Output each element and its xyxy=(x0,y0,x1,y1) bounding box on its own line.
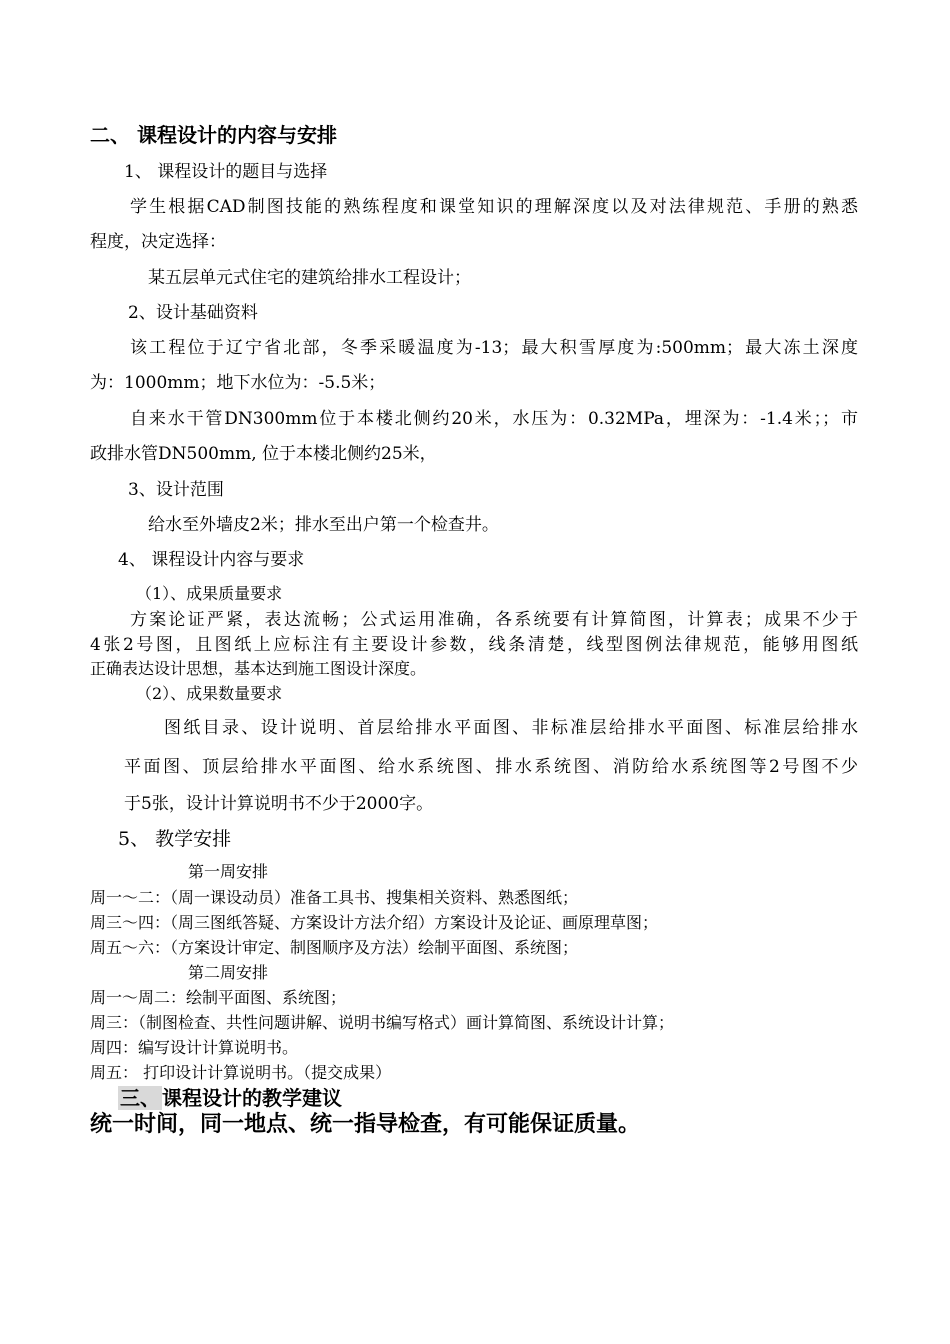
paragraph-line: 该工程位于辽宁省北部，冬季采暖温度为-13；最大积雪厚度为:500mm；最大冻土深度 xyxy=(130,338,858,358)
schedule-item: 周三：（制图检查、共性问题讲解、说明书编写格式）画计算简图、系统设计计算； xyxy=(90,1013,675,1032)
paragraph-line: 4张2号图，且图纸上应标注有主要设计参数，线条清楚，线型图例法律规范，能够用图纸 xyxy=(90,635,858,655)
paragraph-line: 政排水管DN500mm, 位于本楼北侧约25米， xyxy=(90,444,437,464)
schedule-item: 周五～六：（方案设计审定、制图顺序及方法）绘制平面图、系统图； xyxy=(90,938,579,957)
paragraph-line: 程度，决定选择： xyxy=(90,232,226,252)
paragraph-line: 于5张，设计计算说明书不少于2000字。 xyxy=(124,794,434,814)
subheading-2: 2、设计基础资料 xyxy=(128,303,258,323)
section2-heading: 二、 课程设计的内容与安排 xyxy=(90,123,337,147)
paragraph-line: 图纸目录、设计说明、首层给排水平面图、非标准层给排水平面图、标准层给排水 xyxy=(164,718,858,738)
paragraph-line: 自来水干管DN300mm位于本楼北侧约20米，水压为：0.32MPa，埋深为：-1.4米；；市 xyxy=(130,409,858,429)
schedule-item: 周四：编写设计计算说明书。 xyxy=(90,1038,299,1057)
schedule-item: 周五： 打印设计计算说明书。（提交成果） xyxy=(90,1063,392,1082)
section3-heading-text: 课程设计的教学建议 xyxy=(162,1086,342,1110)
section3-heading xyxy=(118,1085,342,1111)
subheading-5: 5、 教学安排 xyxy=(118,828,232,850)
paragraph-line: 平面图、顶层给排水平面图、给水系统图、排水系统图、消防给水系统图等2号图不少 xyxy=(124,757,858,777)
subheading-4-2: （2）、成果数量要求 xyxy=(136,684,283,703)
schedule-item: 周一～二：（周一课设动员）准备工具书、搜集相关资料、熟悉图纸； xyxy=(90,888,579,907)
section3-heading-number: 三、 xyxy=(120,1086,160,1110)
section3-statement: 统一时间，同一地点、统一指导检查，有可能保证质量。 xyxy=(90,1111,641,1137)
week2-title: 第二周安排 xyxy=(188,963,269,982)
week1-title: 第一周安排 xyxy=(188,862,269,881)
schedule-item: 周三～四：（周三图纸答疑、方案设计方法介绍）方案设计及论证、画原理草图； xyxy=(90,913,659,932)
subheading-4-1: （1）、成果质量要求 xyxy=(136,584,283,603)
paragraph-line: 为：1000mm；地下水位为：-5.5米； xyxy=(90,373,386,393)
subheading-3: 3、设计范围 xyxy=(128,480,224,500)
paragraph-line: 方案论证严紧，表达流畅；公式运用准确，各系统要有计算简图，计算表；成果不少于 xyxy=(130,610,858,630)
paragraph-line: 某五层单元式住宅的建筑给排水工程设计； xyxy=(148,268,471,288)
subheading-4: 4、 课程设计内容与要求 xyxy=(118,550,305,570)
paragraph-line: 给水至外墙皮2米；排水至出户第一个检查井。 xyxy=(148,515,499,535)
schedule-item: 周一～周二：绘制平面图、系统图； xyxy=(90,988,347,1007)
paragraph-line: 学生根据CAD制图技能的熟练程度和课堂知识的理解深度以及对法律规范、手册的熟悉 xyxy=(130,197,858,217)
paragraph-line: 正确表达设计思想，基本达到施工图设计深度。 xyxy=(90,659,427,678)
subheading-1: 1、 课程设计的题目与选择 xyxy=(124,162,328,182)
